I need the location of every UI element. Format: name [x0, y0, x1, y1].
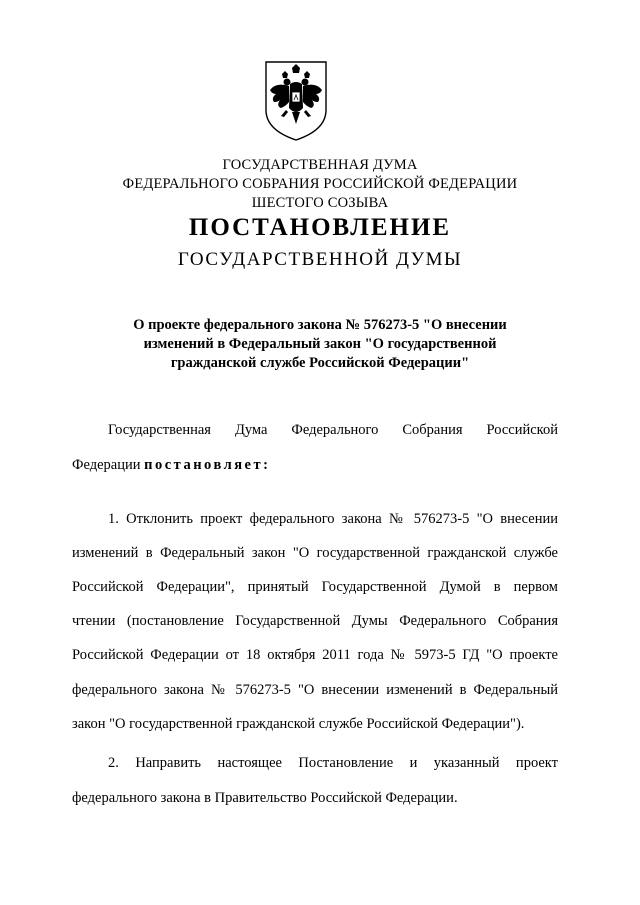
header-line-3: ШЕСТОГО СОЗЫВА: [251, 195, 389, 211]
para1-line-1: 1. Отклонить проект федерального закона № 576273-5 "О внесении: [108, 511, 558, 527]
preamble-word: Дума: [234, 422, 268, 438]
header-line-2: ФЕДЕРАЛЬНОГО СОБРАНИЯ РОССИЙСКОЙ ФЕДЕРАЦИИ: [122, 176, 518, 192]
resolves-word: постановляет:: [144, 457, 271, 473]
subject-line-1: О проекте федерального закона № 576273-5 "О внесении: [133, 317, 507, 333]
para2-line-1: 2. Направить настоящее Постановление и указанный проект: [108, 755, 558, 771]
subject-line-2: изменений в Федеральный закон "О государственной: [143, 336, 497, 352]
para1-line-6: федерального закона № 576273-5 "О внесении изменений в Федеральный: [72, 682, 558, 698]
coat-of-arms-emblem: [262, 58, 330, 144]
header-line-1: ГОСУДАРСТВЕННАЯ ДУМА: [222, 157, 418, 173]
para1-line-3: Российской Федерации", принятый Государственной Думой в первом: [72, 579, 558, 595]
para2-line-2: федерального закона в Правительство Российской Федерации.: [72, 790, 458, 806]
para1-line-7: закон "О государственной гражданской службе Российской Федерации").: [72, 716, 525, 732]
para1-line-2: изменений в Федеральный закон "О государственной гражданской службе: [72, 545, 558, 561]
document-title: ПОСТАНОВЛЕНИЕ: [188, 214, 452, 241]
preamble-text: Федерации: [72, 457, 141, 473]
preamble-line-1: [108, 421, 558, 439]
preamble-word: Федерального: [291, 422, 379, 438]
para1-line-4: чтении (постановление Государственной Думы Федерального Собрания: [72, 613, 558, 629]
subject-line-3: гражданской службе Российской Федерации": [170, 355, 470, 371]
para1-line-5: Российской Федерации от 18 октября 2011 года № 5973-5 ГД "О проекте: [72, 647, 558, 663]
preamble-word: Российской: [486, 422, 558, 438]
document-subtitle: ГОСУДАРСТВЕННОЙ ДУМЫ: [177, 249, 463, 270]
preamble-word: Собрания: [402, 422, 463, 438]
preamble-word: Государственная: [108, 422, 211, 438]
preamble-line-2: [72, 456, 558, 474]
